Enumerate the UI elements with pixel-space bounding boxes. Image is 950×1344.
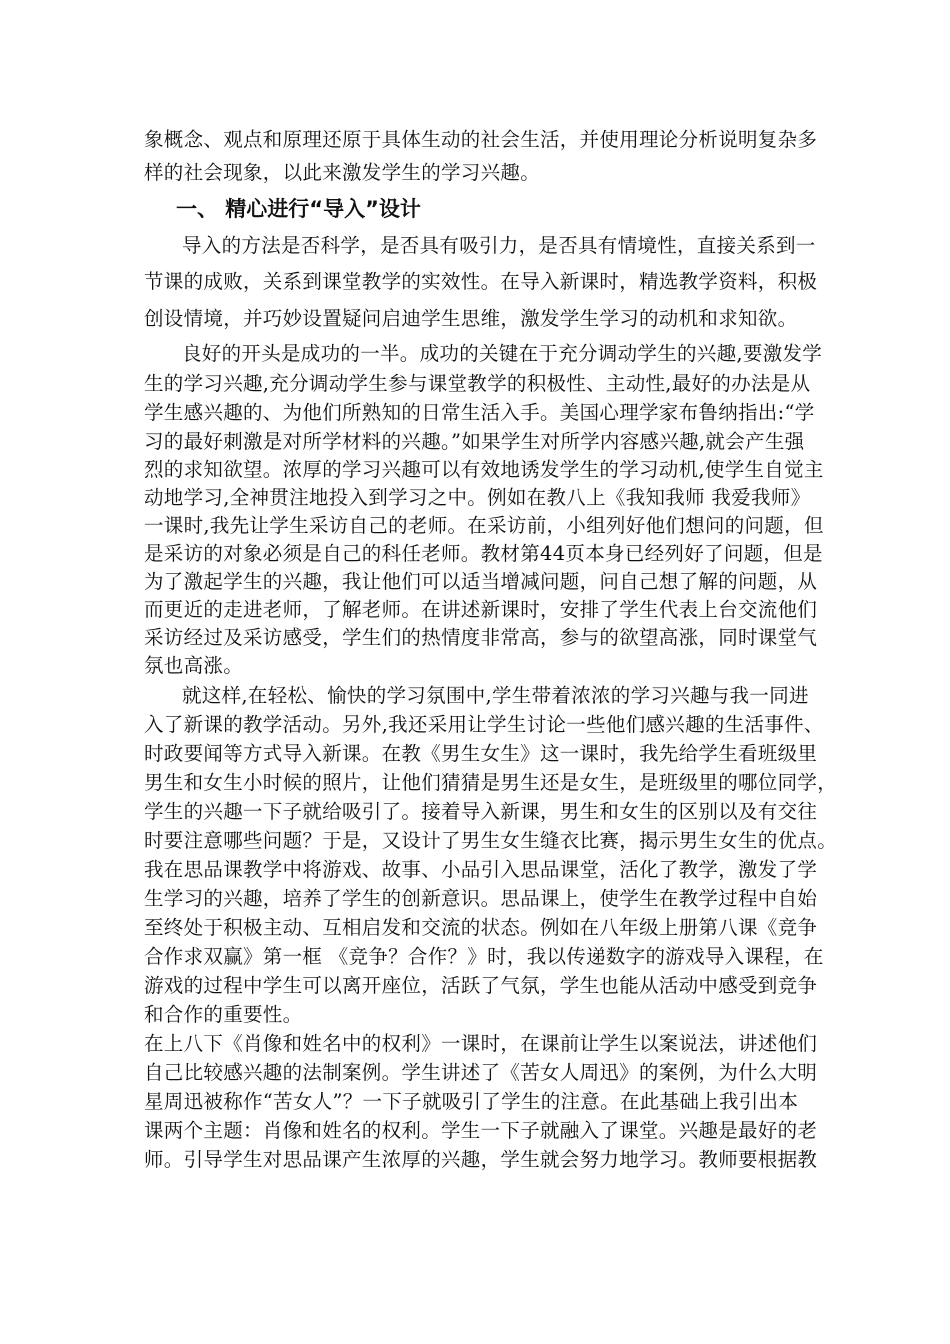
text-line: 游戏的过程中学生可以离开座位，活跃了气氛，学生也能从活动中感受到竞争	[144, 974, 818, 997]
text-line: 星周迅被称作“苦女人”？一下子就吸引了学生的注意。在此基础上我引出本	[144, 1090, 799, 1113]
text-line: 烈的求知欲望。浓厚的学习兴趣可以有效地诱发学生的学习动机,使学生自觉主	[144, 458, 824, 481]
text-line: 象概念、观点和原理还原于具体生动的社会生活，并使用理论分析说明复杂多	[144, 128, 818, 151]
text-line: 时政要闻等方式导入新课。在教《男生女生》这一课时，我先给学生看班级里	[144, 742, 818, 765]
text-line: 一课时,我先让学生采访自己的老师。在采访前，小组列好他们想问的问题，但	[144, 514, 824, 537]
text-line: 动地学习,全神贯注地投入到学习之中。例如在教八上《我知我师 我爱我师》	[144, 486, 811, 509]
section-heading: 一、 精心进行“导入”设计	[176, 197, 421, 221]
text-line: 而更近的走进老师，了解老师。在讲述新课时，安排了学生代表上台交流他们	[144, 598, 818, 621]
text-line: 自己比较感兴趣的法制案例。学生讲述了《苦女人周迅》的案例，为什么大明	[144, 1061, 818, 1084]
text-line: 良好的开头是成功的一半。成功的关键在于充分调动学生的兴趣,要激发学	[182, 342, 823, 365]
text-line: 样的社会现象，以此来激发学生的学习兴趣。	[144, 161, 541, 184]
text-line: 入了新课的教学活动。另外,我还采用让学生讨论一些他们感兴趣的生活事件、	[144, 713, 824, 736]
text-line: 合作求双赢》第一框 《竞争？合作？》时，我以传递数字的游戏导入课程，在	[144, 945, 824, 968]
text-line: 师。引导学生对思品课产生浓厚的兴趣，学生就会努力地学习。教师要根据教	[144, 1148, 818, 1171]
text-line: 生的学习兴趣,充分调动学生参与课堂教学的积极性、主动性,最好的办法是从	[144, 372, 811, 395]
text-line: 创设情境，并巧妙设置疑问启迪学生思维，激发学生学习的动机和求知欲。	[144, 307, 798, 330]
text-line: 是采访的对象必须是自己的科任老师。教材第44页本身已经列好了问题，但是	[144, 542, 823, 565]
text-line: 时要注意哪些问题？于是，又设计了男生女生缝衣比赛，揭示男生女生的优点。	[144, 829, 838, 852]
text-line: 和合作的重要性。	[144, 1003, 303, 1026]
text-line: 我在思品课教学中将游戏、故事、小品引入思品课堂，活化了教学，激发了学	[144, 858, 818, 881]
text-line: 课两个主题：肖像和姓名的权利。学生一下子就融入了课堂。兴趣是最好的老	[144, 1119, 818, 1142]
text-line: 男生和女生小时候的照片，让他们猜猜是男生还是女生，是班级里的哪位同学，	[144, 771, 838, 794]
text-line: 导入的方法是否科学，是否具有吸引力，是否具有情境性，直接关系到一	[182, 234, 816, 257]
text-line: 采访经过及采访感受，学生们的热情度非常高，参与的欲望高涨，同时课堂气	[144, 626, 818, 649]
text-line: 至终处于积极主动、互相启发和交流的状态。例如在八年级上册第八课《竞争	[144, 916, 818, 939]
text-line: 为了激起学生的兴趣，我让他们可以适当增减问题，问自己想了解的问题，从	[144, 570, 818, 593]
text-line: 就这样,在轻松、愉快的学习氛围中,学生带着浓浓的学习兴趣与我一同进	[182, 684, 809, 707]
text-line: 氛也高涨。	[144, 654, 244, 677]
text-line: 生学习的兴趣，培养了学生的创新意识。思品课上，使学生在教学过程中自始	[144, 887, 818, 910]
text-line: 学生感兴趣的、为他们所熟知的日常生活入手。美国心理学家布鲁纳指出:“学	[144, 401, 815, 424]
text-line: 节课的成败，关系到课堂教学的实效性。在导入新课时，精选教学资料，积极	[144, 270, 818, 293]
text-line: 习的最好刺激是对所学材料的兴趣。”如果学生对所学内容感兴趣,就会产生强	[144, 430, 805, 453]
text-line: 在上八下《肖像和姓名中的权利》一课时，在课前让学生以案说法，讲述他们	[144, 1032, 818, 1055]
text-line: 学生的兴趣一下子就给吸引了。接着导入新课，男生和女生的区别以及有交往	[144, 800, 818, 823]
